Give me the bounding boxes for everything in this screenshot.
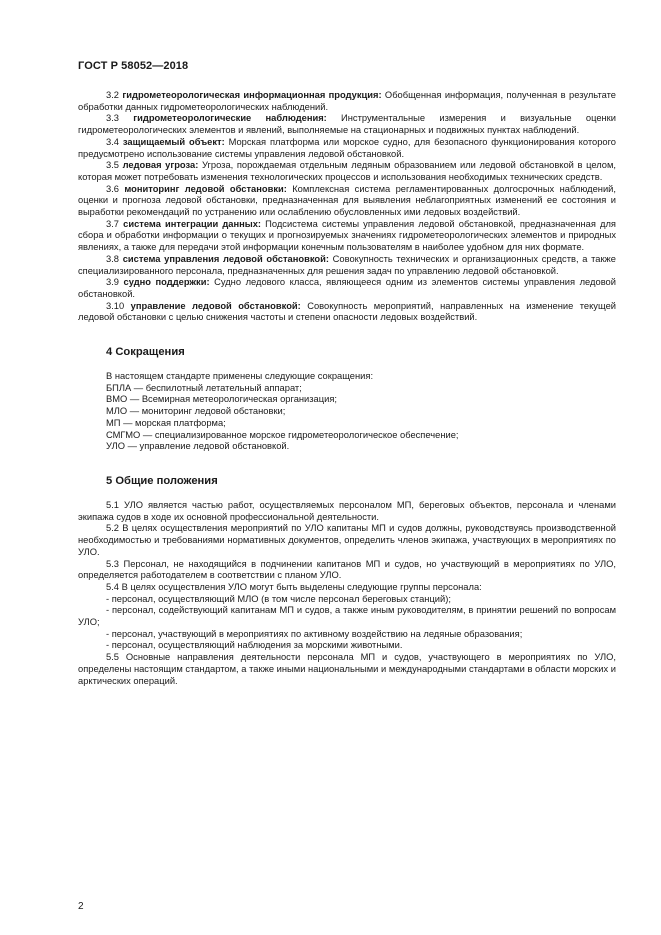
definition-term: система интеграции данных: (123, 218, 262, 229)
definition-3-6: 3.6 мониторинг ледовой обстановки: Комплексная система регламентированных долгосрочных наблюдений, оценки и прогноза ледовой обстановки, предназначенная для выявления неблагоприятных изменений ее состояния и выработки рекомендаций по устранению или ослаблению обусловленных ими ледовых воздействий. (78, 183, 616, 218)
paragraph-5-5: 5.5 Основные направления деятельности персонала МП и судов, участвующего в мероприятиях по УЛО, определены настоящим стандартом, а также иными национальными и международными стандартами в области морских и арктических операций. (78, 652, 616, 686)
definition-term: управление ледовой обстановкой: (130, 300, 301, 311)
list-item: - персонал, осуществляющий наблюдения за морскими животными. (106, 640, 403, 651)
definition-3-7: 3.7 система интеграции данных: Подсистема системы управления ледовой обстановкой, предназначенная для сбора и обработки информации о текущих и прогнозируемых значениях гидрометеорологических элементов и природных явлениях, а также для передачи этой информации конечным пользователям в наиболее удобном для них формате. (78, 218, 616, 253)
list-item: - персонал, содействующий капитанам МП и судов, а также иным руководителям, в принятии решений по вопросам УЛО; (78, 605, 616, 628)
definition-term: защищаемый объект: (122, 136, 225, 147)
paragraph-5-3: 5.3 Персонал, не находящийся в подчинении капитанов МП и судов, но участвующий в мероприятиях по УЛО, определяется работодателем в соответствии с планом УЛО. (78, 558, 616, 581)
abbreviations-intro: В настоящем стандарте применены следующие сокращения: (106, 371, 374, 382)
definition-3-4: 3.4 защищаемый объект: Морская платформа или морское судно, для безопасного функционирования которого предусмотрено использование системы управления ледовой обстановкой. (78, 136, 616, 159)
page-number: 2 (78, 901, 84, 912)
definition-term: гидрометеорологическая информационная продукция: (122, 90, 382, 100)
definition-3-10: 3.10 управление ледовой обстановкой: Совокупность мероприятий, направленных на изменение текущей ледовой обстановки с целью снижения частоты и степени опасности ледовых воздействий. (78, 300, 616, 323)
definition-term: гидрометеорологические наблюдения: (133, 113, 327, 124)
document-code-header: ГОСТ Р 58052—2018 (78, 60, 189, 72)
list-item: ВМО — Всемирная метеорологическая организация; (106, 394, 337, 405)
definition-term: судно поддержки: (123, 277, 210, 288)
definition-term: мониторинг ледовой обстановки: (124, 183, 287, 194)
list-item: БПЛА — беспилотный летательный аппарат; (106, 382, 302, 393)
list-item: УЛО — управление ледовой обстановкой. (106, 441, 290, 452)
paragraph-5-2: 5.2 В целях осуществления мероприятий по УЛО капитаны МП и судов должны, руководствуясь производственной необходимостью и требованиями нормативных документов, определить членов экипажа, участвующих в мероприятиях по УЛО. (78, 523, 616, 557)
list-item: МП — морская платформа; (106, 417, 226, 428)
list-item: - персонал, участвующий в мероприятиях по активному воздействию на ледяные образования; (106, 628, 523, 639)
definition-3-5: 3.5 ледовая угроза: Угроза, порождаемая отдельным ледяным образованием или ледовой обстановкой в целом, которая может потребовать изменения технологических процессов и использования необходимых технических средств. (78, 160, 616, 182)
definition-term: ледовая угроза: (122, 160, 199, 171)
list-item: - персонал, осуществляющий МЛО (в том числе персонал береговых станций); (106, 593, 451, 604)
definition-3-9: 3.9 судно поддержки: Судно ледового класса, являющееся одним из элементов системы управления ледовой обстановкой. (78, 277, 616, 299)
list-item: МЛО — мониторинг ледовой обстановки; (106, 406, 286, 417)
definition-3-8: 3.8 система управления ледовой обстановкой: Совокупность технических и организационных средств, а также специализированного персонала, предназначенных для решения задач по управлению ледовой обстановкой. (78, 253, 617, 276)
section-4-heading: 4 Сокращения (106, 346, 185, 359)
page-content (78, 90, 616, 687)
abbreviations-list (78, 383, 616, 453)
definition-term: система управления ледовой обстановкой: (122, 253, 329, 264)
definition-3-3: 3.3 гидрометеорологические наблюдения: Инструментальные измерения и визуальные оценки гидрометеорологических элементов и явлений, выполняемые на стационарных и подвижных пунктах наблюдений. (78, 113, 616, 136)
list-item: СМГМО — специализированное морское гидрометеорологическое обеспечение; (106, 429, 459, 440)
section-5-heading: 5 Общие положения (106, 474, 218, 487)
definition-3-2: 3.2 гидрометеорологическая информационная продукция: Обобщенная информация, полученная в результате обработки данных гидрометеорологических наблюдений. (78, 90, 616, 112)
paragraph-5-1: 5.1 УЛО является частью работ, осуществляемых персоналом МП, береговых объектов, персонала и членами экипажа судов в ходе их основной профессиональной деятельности. (78, 499, 616, 522)
paragraph-5-4: 5.4 В целях осуществления УЛО могут быть выделены следующие группы персонала: (106, 581, 482, 592)
